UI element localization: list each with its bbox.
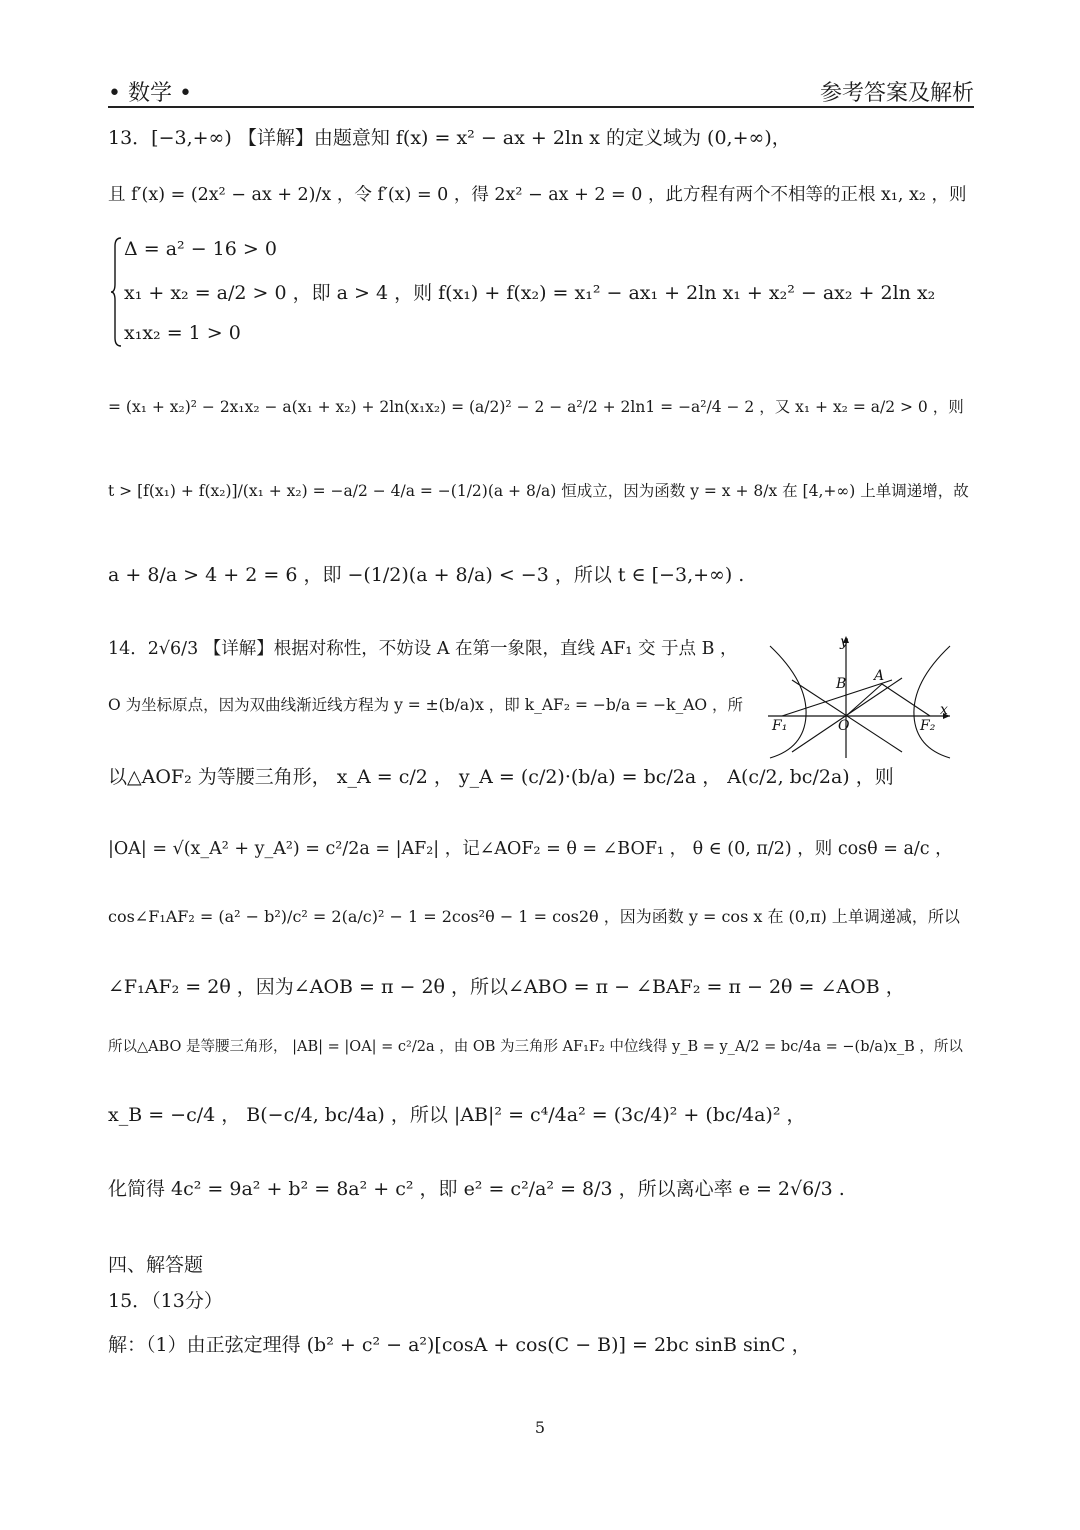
page-header [108,74,974,108]
q15-solution-line: 解：（1）由正弦定理得 (b² + c² − a²)[cosA + cos(C − B)] = 2bc sinB sinC ， [108,1334,811,1356]
line-af2 [882,684,930,716]
hyperbola-diagram [762,632,958,760]
q13-conclusion-line: a + 8/a > 4 + 2 = 6 ，即 −(1/2)(a + 8/a) < −3 ，所以 t ∈ [−3,+∞) . [108,564,745,586]
q13-answer-line: 13．[−3,+∞) 【详解】由题意知 f(x) = x² − ax + 2ln x 的定义域为 (0,+∞)， [108,127,791,149]
q13-system-line-1: Δ = a² − 16 > 0 [124,238,277,260]
q13-system-line-2: x₁ + x₂ = a/2 > 0 ，即 a > 4 ，则 f(x₁) + f(x₂) = x₁² − ax₁ + 2ln x₁ + x₂² − ax₂ + 2ln x₂ [124,282,936,304]
section-heading: 四、解答题 [108,1254,204,1276]
system-brace-icon [110,236,122,348]
q14-asymptote-line: O 为坐标原点，因为双曲线渐近线方程为 y = ±(b/a)x ，即 k_AF₂ = −b/a = −k_AO ，所 [108,696,744,714]
q13-inequality-line: t > [f(x₁) + f(x₂)]/(x₁ + x₂) = −a/2 − 4/a = −(1/2)(a + 8/a) 恒成立，因为函数 y = x + 8/x 在 [4,+∞) 上单调递增，故 [108,482,969,500]
q14-oa-length-line: |OA| = √(x_A² + y_A²) = c²/2a = |AF₂| ，记∠AOF₂ = θ = ∠BOF₁ ， θ ∈ (0, π/2) ，则 cosθ = a/c ， [108,839,953,859]
point-b-label: B [836,676,847,692]
q14-isosceles-line: 以△AOF₂ 为等腰三角形， x_A = c/2 ， y_A = (c/2)·(b/a) = bc/2a ， A(c/2, bc/2a) ，则 [108,766,894,788]
q13-system-line-3: x₁x₂ = 1 > 0 [124,322,241,344]
page-number: 5 [534,1418,546,1437]
q14-cosine-line: cos∠F₁AF₂ = (a² − b²)/c² = 2(a/c)² − 1 = 2cos²θ − 1 = cos2θ ，因为函数 y = cos x 在 (0,π) 上单调递减，所以 [108,907,960,926]
focus-f1-label: F₁ [772,718,788,734]
q13-derivative-line: 且 f′(x) = (2x² − ax + 2)/x ，令 f′(x) = 0 ，得 2x² − ax + 2 = 0 ，此方程有两个不相等的正根 x₁, x₂ ，则 [108,185,967,205]
point-a-label: A [874,668,885,684]
header-title: 参考答案及解析 [819,81,974,106]
q14-angle-line: ∠F₁AF₂ = 2θ ，因为∠AOB = π − 2θ ，所以∠ABO = π − ∠BAF₂ = π − 2θ = ∠AOB ， [108,976,905,998]
focus-f2-label: F₂ [920,718,936,734]
q15-heading: 15．（13分） [108,1290,223,1312]
left-hyperbola-branch [770,646,806,758]
origin-label: O [838,718,850,734]
x-axis-label: x [940,702,948,718]
q13-expansion-line: = (x₁ + x₂)² − 2x₁x₂ − a(x₁ + x₂) + 2ln(x₁x₂) = (a/2)² − 2 − a²/2 + 2ln1 = −a²/4 − 2 ，又 x₁ + x₂ = a/2 > 0 ，则 [108,398,964,416]
q14-midline-line: 所以△ABO 是等腰三角形， |AB| = |OA| = c²/2a ，由 OB 为三角形 AF₁F₂ 中位线得 y_B = y_A/2 = bc/4a = −(b/a)x_B ，所以 [108,1039,963,1055]
q14-answer-line: 14．2√6/3 【详解】根据对称性，不妨设 A 在第一象限，直线 AF₁ 交 于点 B ， [108,639,738,659]
q14-point-b-line: x_B = −c/4 ， B(−c/4, bc/4a) ，所以 |AB|² = c⁴/4a² = (3c/4)² + (bc/4a)² ， [108,1104,806,1126]
y-axis-label: y [840,634,848,650]
q14-eccentricity-line: 化简得 4c² = 9a² + b² = 8a² + c² ，即 e² = c²/a² = 8/3 ，所以离心率 e = 2√6/3 . [108,1178,845,1200]
header-subject: • 数学 • [108,81,192,106]
